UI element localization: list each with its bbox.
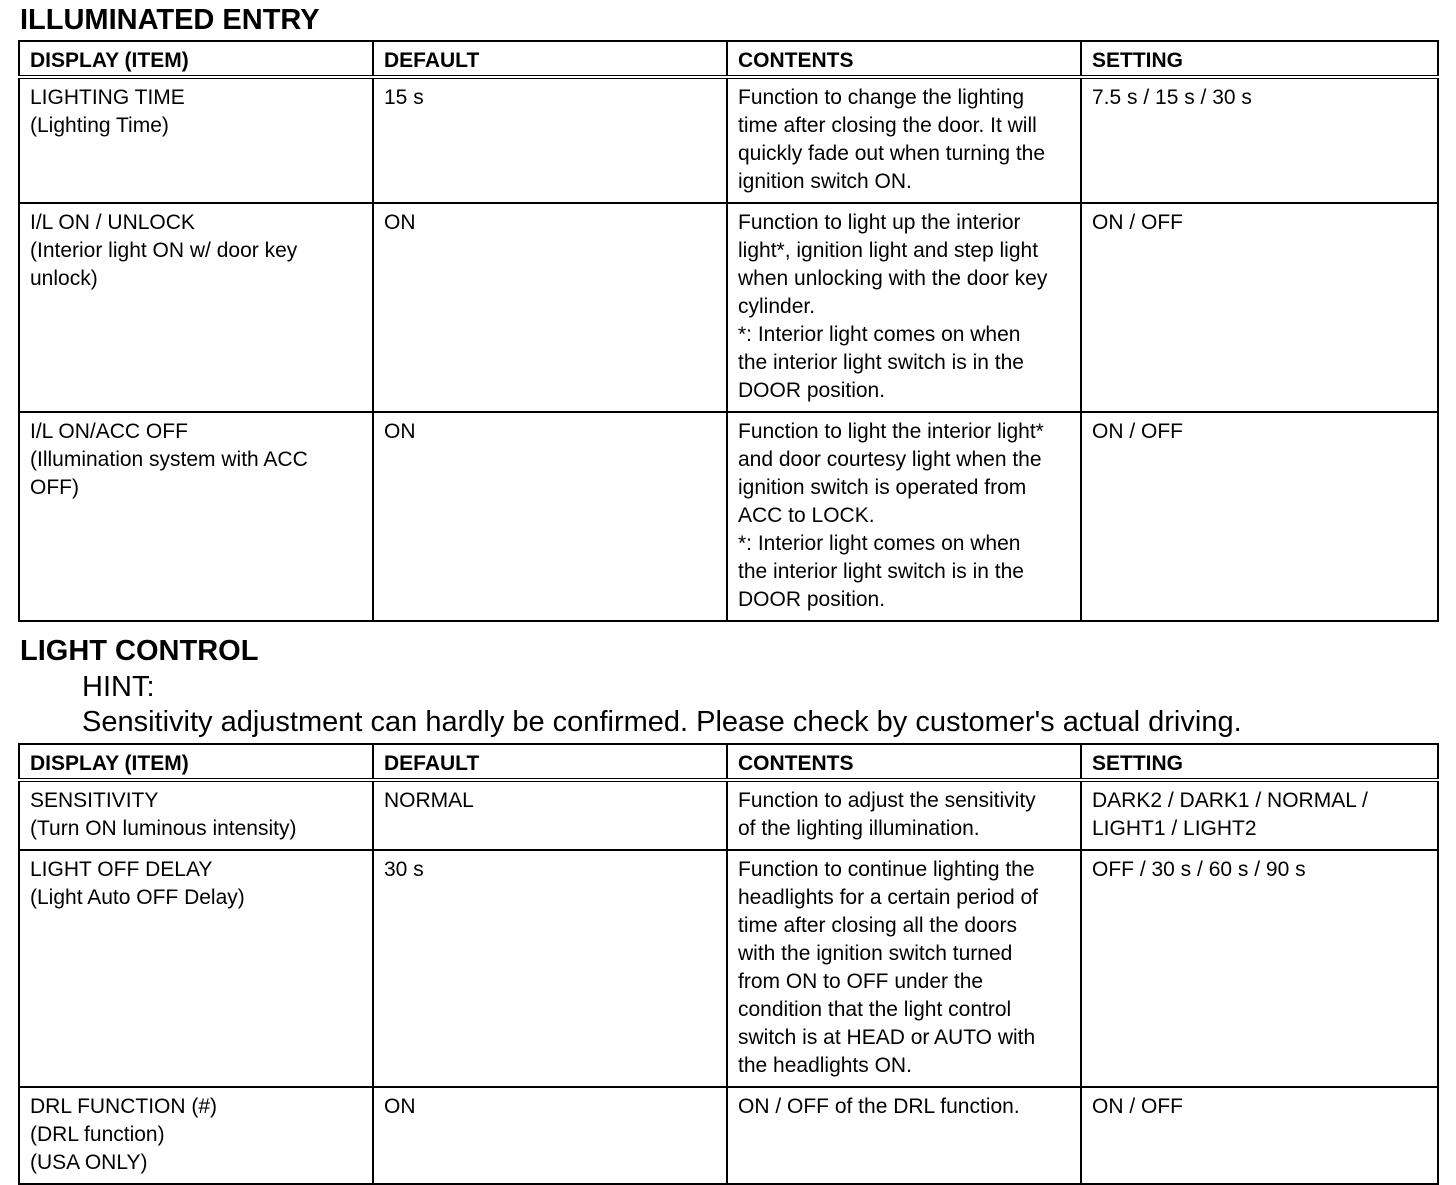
- cell-line: from ON to OFF under the: [738, 970, 984, 993]
- header-display-item: DISPLAY (ITEM): [19, 744, 373, 780]
- cell-line: condition that the light control: [738, 998, 1012, 1021]
- cell-line: DOOR position.: [738, 379, 886, 402]
- cell-setting: [1081, 780, 1438, 850]
- cell-line: LIGHT OFF DELAY: [30, 858, 213, 881]
- cell-line: I/L ON/ACC OFF: [30, 420, 188, 443]
- cell-setting: [1081, 1087, 1438, 1184]
- cell-line: *: Interior light comes on when: [738, 532, 1021, 555]
- cell-line: SENSITIVITY: [30, 789, 159, 812]
- cell-line: Function to light up the interior: [738, 211, 1021, 234]
- cell-line: 7.5 s / 15 s / 30 s: [1092, 86, 1252, 109]
- header-contents: CONTENTS: [727, 41, 1081, 77]
- section-title-light-control: LIGHT CONTROL: [20, 635, 259, 667]
- cell-line: Function to change the lighting: [738, 86, 1025, 109]
- header-setting: SETTING: [1081, 744, 1438, 780]
- table-row: [19, 1087, 1438, 1184]
- cell-setting: [1081, 77, 1438, 203]
- cell-default: [373, 1087, 727, 1184]
- cell-line: DARK2 / DARK1 / NORMAL /: [1092, 789, 1368, 812]
- cell-line: when unlocking with the door key: [738, 267, 1048, 290]
- cell-line: NORMAL: [384, 789, 474, 812]
- cell-default: [373, 850, 727, 1087]
- cell-contents: [727, 412, 1081, 621]
- cell-default: [373, 77, 727, 203]
- cell-line: (Turn ON luminous intensity): [30, 817, 297, 840]
- cell-line: LIGHTING TIME: [30, 86, 185, 109]
- cell-line: Function to adjust the sensitivity: [738, 789, 1036, 812]
- table-header-row: [19, 744, 1438, 780]
- cell-setting: [1081, 203, 1438, 412]
- header-default: DEFAULT: [373, 744, 727, 780]
- cell-line: LIGHT1 / LIGHT2: [1092, 817, 1257, 840]
- header-default: DEFAULT: [373, 41, 727, 77]
- cell-line: ON / OFF: [1092, 211, 1183, 234]
- table-header-row: [19, 41, 1438, 77]
- header-setting: SETTING: [1081, 41, 1438, 77]
- cell-line: DOOR position.: [738, 588, 886, 611]
- cell-contents: [727, 780, 1081, 850]
- header-contents: CONTENTS: [727, 744, 1081, 780]
- cell-contents: [727, 203, 1081, 412]
- cell-setting: [1081, 850, 1438, 1087]
- cell-display-item: [19, 1087, 373, 1184]
- light-control-table: [18, 743, 1439, 1185]
- cell-line: of the lighting illumination.: [738, 817, 980, 840]
- cell-display-item: [19, 412, 373, 621]
- cell-line: quickly fade out when turning the: [738, 142, 1046, 165]
- header-display-item: DISPLAY (ITEM): [19, 41, 373, 77]
- light-control-rows: [19, 780, 1438, 1184]
- cell-line: ignition switch is operated from: [738, 476, 1027, 499]
- illuminated-entry-rows: [19, 77, 1438, 621]
- cell-line: (Light Auto OFF Delay): [30, 886, 245, 909]
- cell-display-item: [19, 203, 373, 412]
- cell-line: (Illumination system with ACC: [30, 448, 308, 471]
- cell-line: (USA ONLY): [30, 1151, 148, 1174]
- cell-line: ON: [384, 1095, 416, 1118]
- cell-line: *: Interior light comes on when: [738, 323, 1021, 346]
- cell-line: (Lighting Time): [30, 114, 169, 137]
- cell-line: OFF / 30 s / 60 s / 90 s: [1092, 858, 1306, 881]
- cell-line: 15 s: [384, 86, 424, 109]
- cell-default: [373, 780, 727, 850]
- cell-line: and door courtesy light when the: [738, 448, 1042, 471]
- cell-line: I/L ON / UNLOCK: [30, 211, 195, 234]
- cell-line: ON / OFF: [1092, 420, 1183, 443]
- cell-line: the interior light switch is in the: [738, 560, 1024, 583]
- cell-line: ON: [384, 211, 416, 234]
- cell-line: Function to continue lighting the: [738, 858, 1035, 881]
- cell-line: ignition switch ON.: [738, 170, 912, 193]
- cell-setting: [1081, 412, 1438, 621]
- cell-display-item: [19, 77, 373, 203]
- cell-line: ON / OFF of the DRL function.: [738, 1095, 1020, 1118]
- cell-line: ON / OFF: [1092, 1095, 1183, 1118]
- table-row: [19, 780, 1438, 850]
- table-row: [19, 203, 1438, 412]
- cell-line: 30 s: [384, 858, 424, 881]
- illuminated-entry-table: [18, 40, 1439, 622]
- table-row: [19, 850, 1438, 1087]
- hint-text: Sensitivity adjustment can hardly be confirmed. Please check by customer's actual driving.: [82, 706, 1242, 738]
- cell-line: DRL FUNCTION (#): [30, 1095, 218, 1118]
- cell-line: OFF): [30, 476, 79, 499]
- cell-line: the headlights ON.: [738, 1054, 912, 1077]
- cell-line: headlights for a certain period of: [738, 886, 1039, 909]
- cell-line: cylinder.: [738, 295, 816, 318]
- cell-line: switch is at HEAD or AUTO with: [738, 1026, 1036, 1049]
- cell-contents: [727, 1087, 1081, 1184]
- cell-line: (Interior light ON w/ door key: [30, 239, 298, 262]
- section-title-illuminated-entry: ILLUMINATED ENTRY: [20, 4, 320, 36]
- table-row: [19, 77, 1438, 203]
- cell-line: time after closing the door. It will: [738, 114, 1037, 137]
- cell-contents: [727, 850, 1081, 1087]
- cell-display-item: [19, 780, 373, 850]
- cell-line: the interior light switch is in the: [738, 351, 1024, 374]
- cell-line: Function to light the interior light*: [738, 420, 1044, 443]
- cell-line: unlock): [30, 267, 98, 290]
- cell-line: light*, ignition light and step light: [738, 239, 1039, 262]
- cell-contents: [727, 77, 1081, 203]
- cell-line: ON: [384, 420, 416, 443]
- hint-label: HINT:: [82, 671, 155, 703]
- cell-display-item: [19, 850, 373, 1087]
- cell-line: with the ignition switch turned: [738, 942, 1013, 965]
- cell-default: [373, 203, 727, 412]
- table-row: [19, 412, 1438, 621]
- cell-default: [373, 412, 727, 621]
- cell-line: ACC to LOCK.: [738, 504, 875, 527]
- cell-line: time after closing all the doors: [738, 914, 1017, 937]
- cell-line: (DRL function): [30, 1123, 165, 1146]
